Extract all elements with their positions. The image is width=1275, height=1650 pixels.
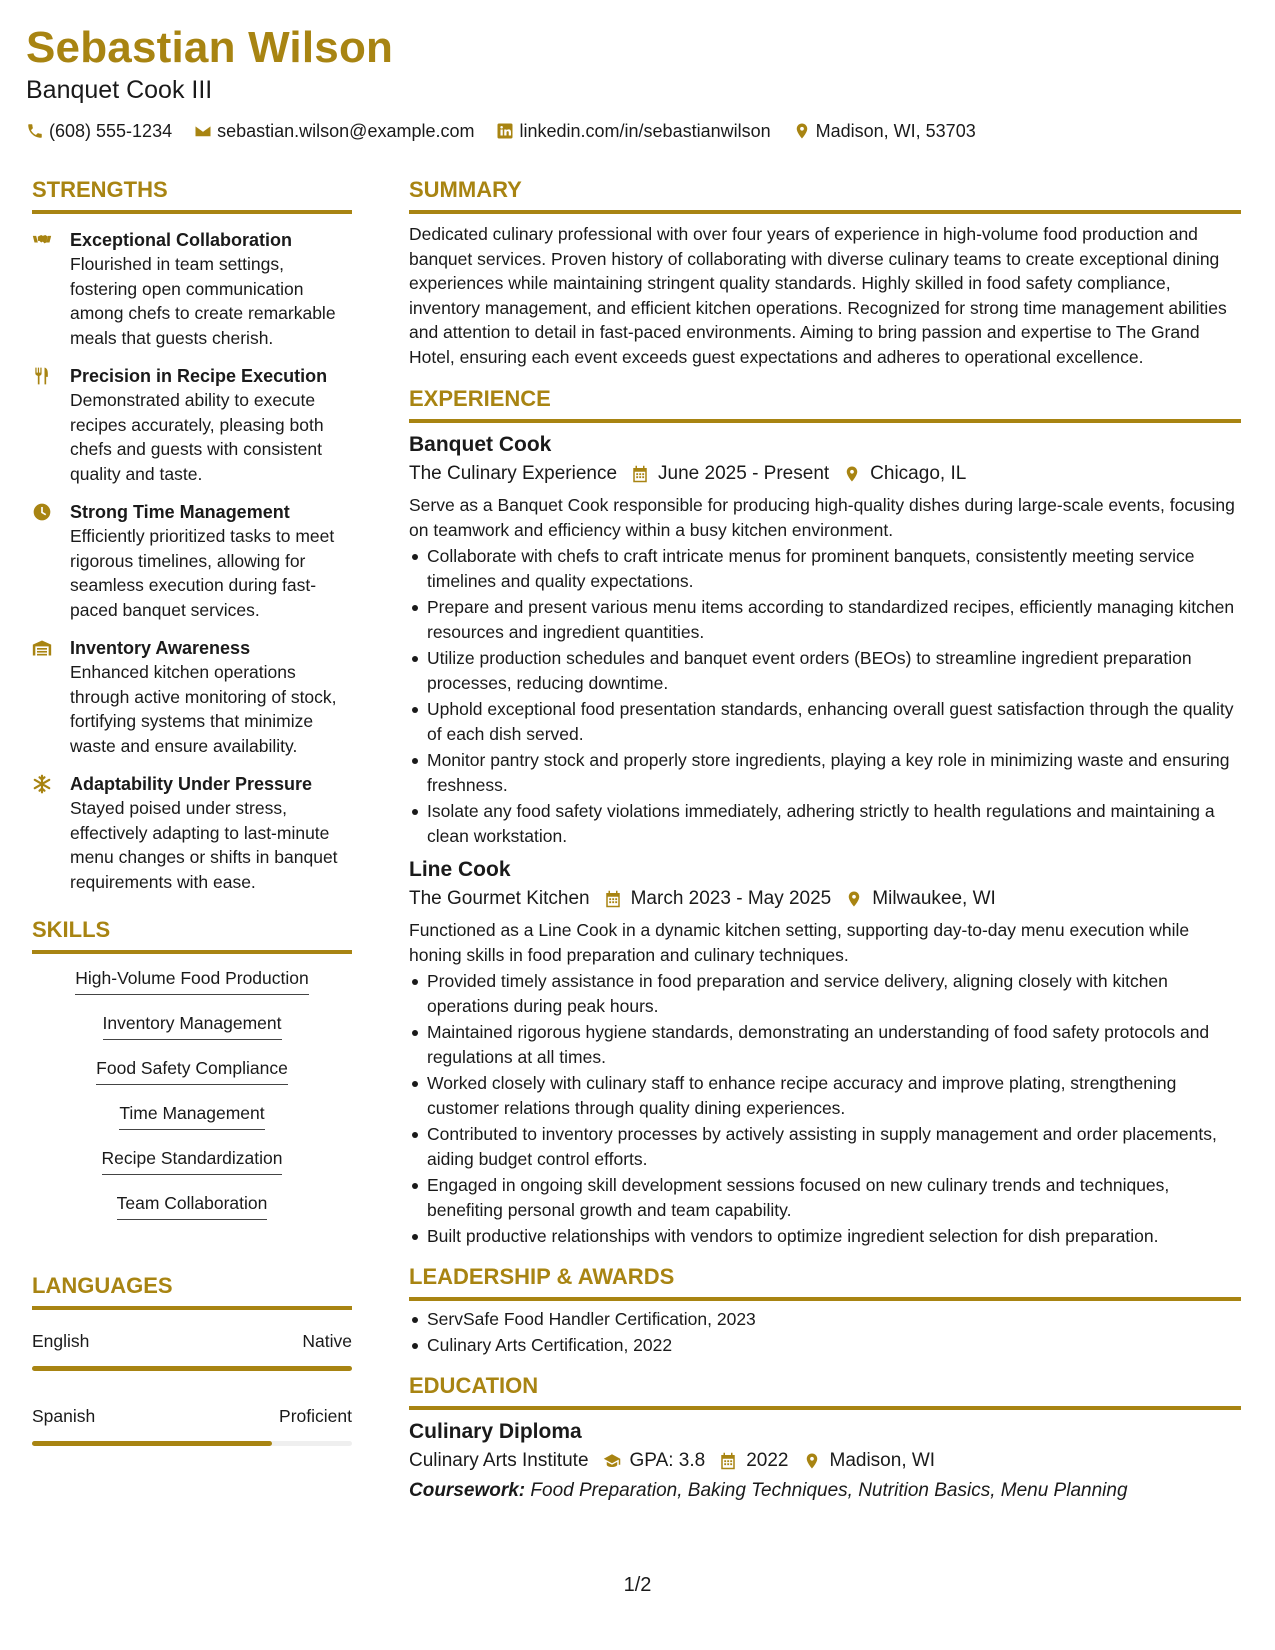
map-pin-icon <box>803 1452 821 1470</box>
skill-tag: Inventory Management <box>103 1011 282 1040</box>
skills-list <box>32 966 352 1236</box>
skill-tag: Recipe Standardization <box>102 1146 283 1175</box>
language-item <box>32 1330 352 1371</box>
calendar-icon <box>719 1452 737 1470</box>
experience-section <box>409 385 1241 1249</box>
contact-bar <box>26 120 1246 142</box>
job-title: Line Cook <box>409 858 511 881</box>
envelope-icon <box>194 122 212 140</box>
list-item: Isolate any food safety violations immediately, adhering strictly to health regulations and maintaining a clean workstation. <box>409 799 1241 848</box>
language-level: Native <box>302 1331 352 1351</box>
education-coursework <box>409 1478 1241 1504</box>
phone-icon <box>26 122 44 140</box>
list-item: Culinary Arts Certification, 2022 <box>409 1333 1241 1358</box>
strength-description: Demonstrated ability to execute recipes accurately, pleasing both chefs and guests with consistent quality and taste. <box>70 390 324 484</box>
job-title: Banquet Cook <box>409 433 552 456</box>
education-school: Culinary Arts Institute <box>409 1449 589 1471</box>
linkedin-icon <box>496 122 514 140</box>
strength-description: Enhanced kitchen operations through active monitoring of stock, fortifying systems that minimize waste and ensure availability. <box>70 662 337 756</box>
warehouse-icon <box>32 638 52 658</box>
education-gpa: GPA: 3.8 <box>629 1449 706 1471</box>
job-meta <box>409 461 1241 487</box>
list-item: Prepare and present various menu items according to standardized recipes, efficiently managing kitchen resources and ingredient quantities. <box>409 595 1241 644</box>
job-entry <box>409 856 1241 1249</box>
utensils-icon <box>32 366 52 386</box>
section-divider <box>409 1297 1241 1301</box>
strength-item <box>32 636 352 758</box>
section-divider <box>32 1306 352 1310</box>
candidate-name: Sebastian Wilson <box>26 23 394 72</box>
education-year: 2022 <box>746 1449 789 1471</box>
resume-header <box>26 22 1246 142</box>
skill-tag: Food Safety Compliance <box>96 1056 288 1085</box>
list-item: Provided timely assistance in food preparation and service delivery, aligning closely with kitchen operations during peak hours. <box>409 969 1241 1018</box>
awards-list <box>409 1307 1241 1358</box>
strength-title: Precision in Recipe Execution <box>70 366 328 386</box>
section-heading-skills: SKILLS <box>32 917 111 942</box>
list-item: Uphold exceptional food presentation standards, enhancing overall guest satisfaction through the quality of each dish served. <box>409 697 1241 746</box>
language-name: English <box>32 1331 90 1351</box>
summary-text: Dedicated culinary professional with over four years of experience in high-volume food production and banquet services. Proven history of collaborating with diverse culinary teams to create exceptional dining experiences while maintaining stringent quality standards. Highly skilled in food safety compliance, inventory management, and efficient kitchen operations. Recognized for strong time management abilities and attention to detail in fast-paced environments. Aiming to bring passion and expertise to The Grand Hotel, ensuring each event exceeds guest expectations and adheres to operational excellence. <box>409 224 1227 367</box>
list-item: Worked closely with culinary staff to enhance recipe accuracy and improve plating, strengthening customer relations through quality dining experiences. <box>409 1071 1241 1120</box>
job-company: The Gourmet Kitchen <box>409 888 590 909</box>
section-heading-languages: LANGUAGES <box>32 1273 173 1298</box>
job-location: Milwaukee, WI <box>872 888 996 909</box>
right-column <box>409 176 1241 1504</box>
phone-text: (608) 555-1234 <box>49 121 173 141</box>
candidate-title: Banquet Cook III <box>26 76 213 104</box>
education-section <box>409 1372 1241 1504</box>
language-proficiency-bar <box>32 1441 352 1446</box>
skill-tag: High-Volume Food Production <box>75 966 308 995</box>
section-heading-summary: SUMMARY <box>409 177 522 202</box>
map-pin-icon <box>845 890 863 908</box>
language-proficiency-fill <box>32 1366 352 1371</box>
linkedin-link[interactable]: linkedin.com/in/sebastianwilson <box>519 121 771 141</box>
section-heading-education: EDUCATION <box>409 1372 539 1398</box>
list-item: Built productive relationships with vendors to optimize ingredient selection for dish preparation. <box>409 1224 1241 1249</box>
section-divider <box>409 210 1241 214</box>
section-divider <box>32 950 352 954</box>
strength-description: Flourished in team settings, fostering open communication among chefs to create remarkable meals that guests cherish. <box>70 254 336 348</box>
skill-tag: Time Management <box>119 1101 264 1130</box>
strengths-section <box>32 176 352 894</box>
job-description: Serve as a Banquet Cook responsible for producing high-quality dishes during large-scale events, focusing on teamwork and efficiency within a busy kitchen environment. <box>409 495 1235 540</box>
page-number: 1/2 <box>623 1574 652 1596</box>
strength-title: Exceptional Collaboration <box>70 230 293 250</box>
coursework-label: Coursework: <box>409 1479 526 1501</box>
calendar-icon <box>631 465 649 483</box>
calendar-icon <box>604 890 622 908</box>
strength-item <box>32 228 352 350</box>
contact-linkedin[interactable] <box>496 120 770 142</box>
snowflake-icon <box>32 774 52 794</box>
handshake-icon <box>32 230 52 250</box>
contact-email[interactable] <box>194 120 474 142</box>
language-item <box>32 1405 352 1446</box>
education-degree: Culinary Diploma <box>409 1419 582 1443</box>
map-pin-icon <box>793 122 811 140</box>
strength-description: Efficiently prioritized tasks to meet rigorous timelines, allowing for seamless execution during fast-paced banquet services. <box>70 526 335 620</box>
languages-section <box>32 1272 352 1446</box>
section-divider <box>409 1406 1241 1410</box>
strength-item <box>32 364 352 486</box>
strength-description: Stayed poised under stress, effectively adapting to last-minute menu changes or shifts in banquet requirements with ease. <box>70 798 338 892</box>
job-dates: June 2025 - Present <box>658 463 830 484</box>
contact-location <box>793 120 976 142</box>
list-item: Maintained rigorous hygiene standards, demonstrating an understanding of food safety protocols and regulations at all times. <box>409 1020 1241 1069</box>
skills-section <box>32 916 352 1236</box>
summary-section <box>409 176 1241 369</box>
section-divider <box>32 210 352 214</box>
language-proficiency-bar <box>32 1366 352 1371</box>
section-heading-awards: LEADERSHIP & AWARDS <box>409 1263 675 1289</box>
section-divider <box>409 419 1241 423</box>
awards-section <box>409 1263 1241 1358</box>
language-level: Proficient <box>279 1406 352 1426</box>
job-location: Chicago, IL <box>870 463 967 484</box>
clock-icon <box>32 502 52 522</box>
job-entry <box>409 431 1241 848</box>
contact-phone <box>26 120 172 142</box>
list-item: Collaborate with chefs to craft intricate menus for prominent banquets, consistently meeting service timelines and quality expectations. <box>409 544 1241 593</box>
section-heading-experience: EXPERIENCE <box>409 386 551 411</box>
strength-title: Strong Time Management <box>70 502 290 522</box>
strength-item <box>32 500 352 622</box>
map-pin-icon <box>843 465 861 483</box>
coursework-text: Food Preparation, Baking Techniques, Nutrition Basics, Menu Planning <box>530 1479 1128 1501</box>
location-text: Madison, WI, 53703 <box>815 121 976 141</box>
left-column <box>32 176 352 1446</box>
job-meta <box>409 886 1241 912</box>
job-description: Functioned as a Line Cook in a dynamic kitchen setting, supporting day-to-day menu execution while honing skills in food preparation and culinary techniques. <box>409 920 1190 965</box>
list-item: ServSafe Food Handler Certification, 2023 <box>409 1307 1241 1332</box>
strength-item <box>32 772 352 894</box>
strength-title: Inventory Awareness <box>70 638 251 658</box>
graduation-cap-icon <box>603 1452 621 1470</box>
email-link[interactable]: sebastian.wilson@example.com <box>217 121 475 141</box>
strength-title: Adaptability Under Pressure <box>70 774 313 794</box>
job-bullets <box>409 544 1241 848</box>
job-company: The Culinary Experience <box>409 463 618 484</box>
list-item: Contributed to inventory processes by actively assisting in supply management and order placements, aiding budget control efforts. <box>409 1122 1241 1171</box>
education-meta <box>409 1448 1241 1474</box>
list-item: Monitor pantry stock and properly store ingredients, playing a key role in minimizing waste and ensuring freshness. <box>409 748 1241 797</box>
language-name: Spanish <box>32 1406 96 1426</box>
education-location: Madison, WI <box>829 1449 936 1471</box>
job-bullets <box>409 969 1241 1249</box>
skill-tag: Team Collaboration <box>117 1191 268 1220</box>
list-item: Engaged in ongoing skill development sessions focused on new culinary trends and techniques, benefiting personal growth and team capability. <box>409 1173 1241 1222</box>
language-proficiency-fill <box>32 1441 272 1446</box>
job-dates: March 2023 - May 2025 <box>630 888 832 909</box>
list-item: Utilize production schedules and banquet event orders (BEOs) to streamline ingredient preparation processes, reducing downtime. <box>409 646 1241 695</box>
section-heading-strengths: STRENGTHS <box>32 177 168 202</box>
